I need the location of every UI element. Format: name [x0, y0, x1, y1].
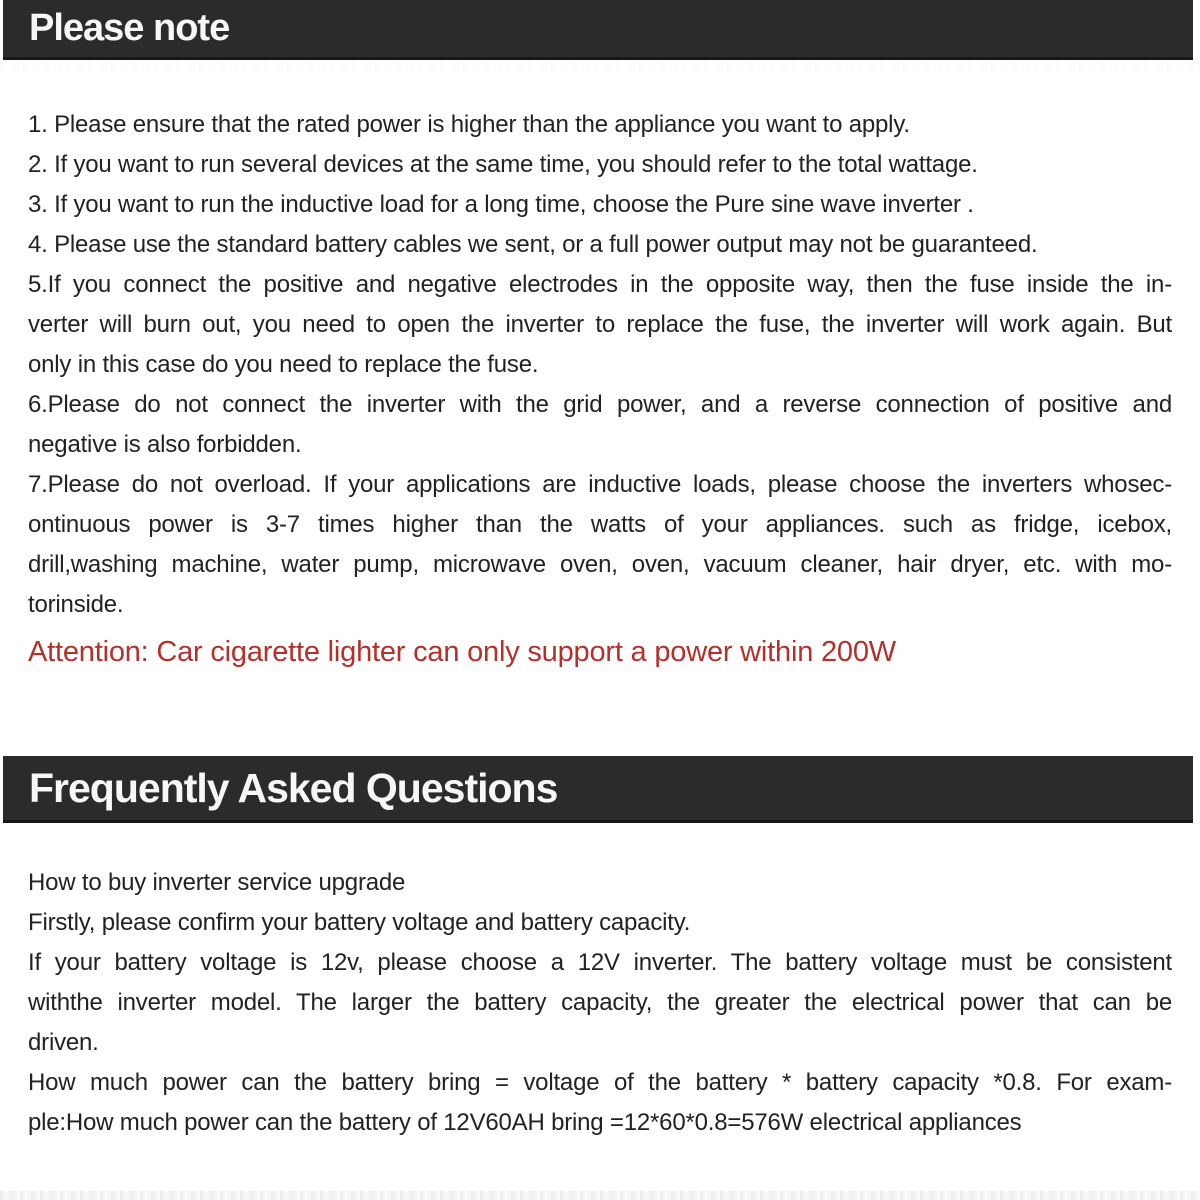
faq-line: How to buy inverter service upgrade: [28, 869, 406, 896]
faq-line: How much power can the battery bring = voltage of the battery * battery capacity *0.8. For exam-: [28, 1069, 1172, 1096]
faq-line: If your battery voltage is 12v, please choose a 12V inverter. The battery voltage must be consistent: [28, 949, 1172, 976]
note-line: 1. Please ensure that the rated power is higher than the appliance you want to apply.: [28, 111, 910, 138]
faq-line: ple:How much power can the battery of 12V60AH bring =12*60*0.8=576W electrical appliances: [28, 1109, 1022, 1136]
note-line: 4. Please use the standard battery cables we sent, or a full power output may not be guaranteed.: [28, 231, 1038, 258]
faq-body: [0, 863, 1200, 1143]
section-gap: [0, 675, 1200, 756]
note-line: 7.Please do not overload. If your applications are inductive loads, please choose the inverters whosec-: [28, 471, 1172, 498]
note-line: negative is also forbidden.: [28, 431, 302, 458]
note-line: 2. If you want to run several devices at the same time, you should refer to the total wattage.: [28, 151, 978, 178]
note-line: 5.If you connect the positive and negative electrodes in the opposite way, then the fuse inside the in-: [28, 271, 1172, 298]
please-note-title: Please note: [29, 7, 230, 49]
faq-lines: [28, 863, 1172, 1143]
note-line: 3. If you want to run the inductive load for a long time, choose the Pure sine wave inverter .: [28, 191, 974, 218]
note-line: drill,washing machine, water pump, microwave oven, oven, vacuum cleaner, hair dryer, etc. with mo-: [28, 551, 1172, 578]
note-line: 6.Please do not connect the inverter with the grid power, and a reverse connection of positive and: [28, 391, 1172, 418]
jpeg-noise-strip: [0, 60, 1200, 72]
faq-title: Frequently Asked Questions: [29, 764, 558, 811]
attention-text: Attention: Car cigarette lighter can only support a power within 200W: [28, 636, 896, 668]
bottom-noise-strip: [0, 1191, 1200, 1200]
note-line: ontinuous power is 3-7 times higher than the watts of your appliances. such as fridge, icebox,: [28, 511, 1172, 538]
note-line: verter will burn out, you need to open the inverter to replace the fuse, the inverter will work again. But: [28, 311, 1172, 338]
note-line: torinside.: [28, 591, 124, 618]
please-note-body: [0, 105, 1200, 675]
faq-line: Firstly, please confirm your battery voltage and battery capacity.: [28, 909, 691, 936]
note-line: only in this case do you need to replace the fuse.: [28, 351, 539, 378]
faq-header: [3, 756, 1193, 823]
please-note-lines: [28, 105, 1172, 625]
please-note-header: [3, 0, 1193, 60]
faq-line: withthe inverter model. The larger the battery capacity, the greater the electrical power that can be: [28, 989, 1172, 1016]
faq-line: driven.: [28, 1029, 99, 1056]
